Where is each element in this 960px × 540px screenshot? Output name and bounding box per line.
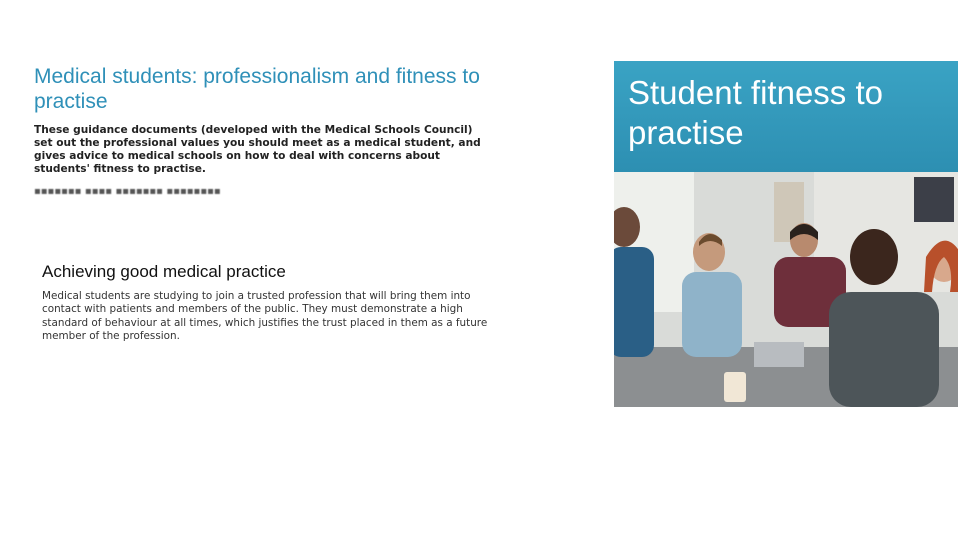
practice-body: Medical students are studying to join a trusted profession that will bring them into contact with patients and members of the public. They must demonstrate a high standard of behaviour at all times, which justifies the trust placed in them as a future member of the profession. <box>42 290 488 342</box>
card-title: Student fitness to practise <box>628 74 883 151</box>
guidance-title: Medical students: professionalism and fitness to practise <box>34 65 480 113</box>
practice-clip <box>38 258 508 353</box>
guidance-body: These guidance documents (developed with the Medical Schools Council) set out the professional values you should meet as a medical student, and gives advice to medical schools on how to deal with concerns about students' fitness to practise. <box>34 124 481 175</box>
cropped-text-line: ▪▪▪▪▪▪▪ ▪▪▪▪ ▪▪▪▪▪▪▪ ▪▪▪▪▪▪▪▪ <box>34 186 221 195</box>
meeting-photo <box>614 172 958 407</box>
feature-card[interactable] <box>614 61 958 407</box>
guidance-clip <box>30 60 510 195</box>
practice-heading: Achieving good medical practice <box>42 262 286 281</box>
